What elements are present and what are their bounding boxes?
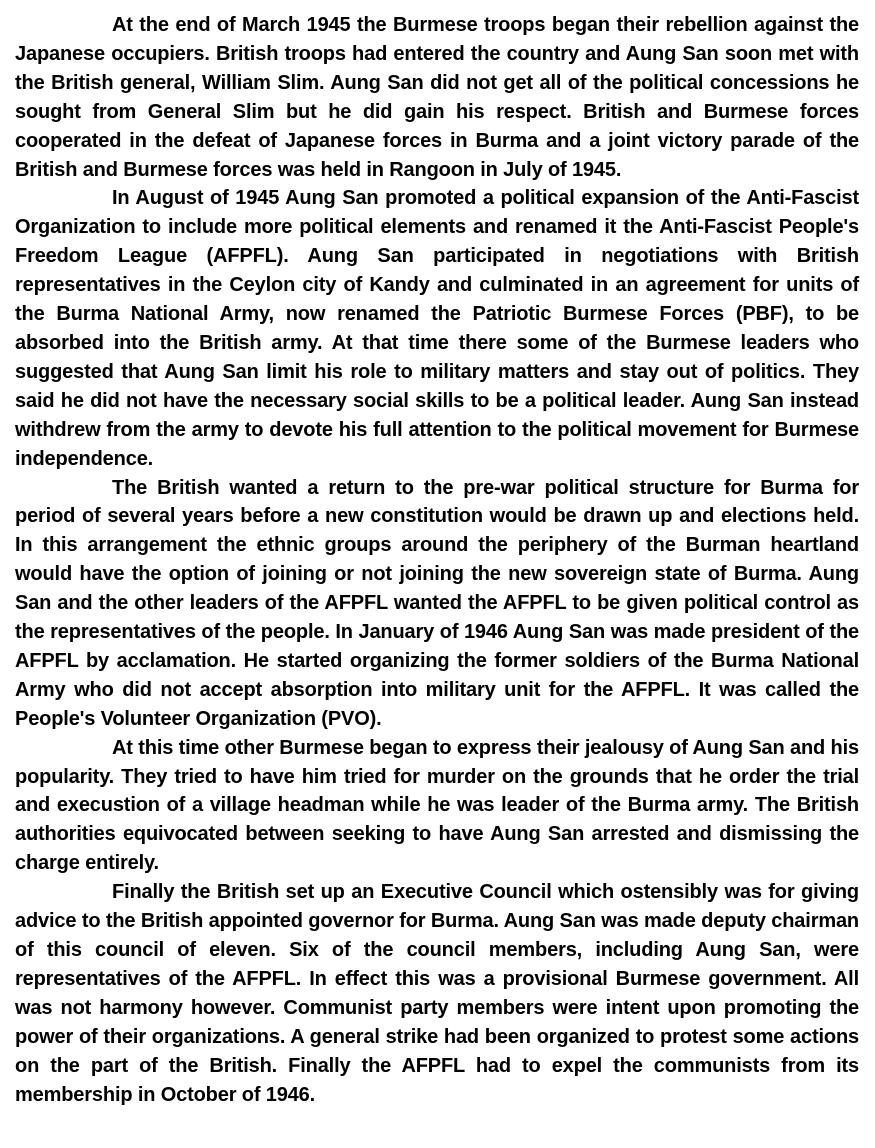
paragraph-2: In August of 1945 Aung San promoted a political expansion of the Anti-Fascist Organization to include more political elements and renamed it the Anti-Fascist People's Freedom League (AFPFL). Aung San participated in negotiations with British representatives in the Ceylon city of Kandy and culminated in an agreement for units of the Burma National Army, now renamed the Patriotic Burmese Forces (PBF), to be absorbed into the British army. At that time there some of the Burmese leaders who suggested that Aung San limit his role to military matters and stay out of politics. They said he did not have the necessary social skills to be a political leader. Aung San instead withdrew from the army to devote his full attention to the political movement for Burmese independence. xyxy=(15,187,859,470)
paragraph-1: At the end of March 1945 the Burmese troops began their rebellion against the Japanese occupiers. British troops had entered the country and Aung San soon met with the British general, William Slim. Aung San did not get all of the political concessions he sought from General Slim but he did gain his respect. British and Burmese forces cooperated in the defeat of Japanese forces in Burma and a joint victory parade of the British and Burmese forces was held in Rangoon in July of 1945. xyxy=(15,14,859,181)
paragraph-4: At this time other Burmese began to express their jealousy of Aung San and his popularity. They tried to have him tried for murder on the grounds that he order the trial and execustion of a village headman while he was leader of the Burma army. The British authorities equivocated between seeking to have Aung San arrested and dismissing the charge entirely. xyxy=(15,736,859,875)
paragraph-5: Finally the British set up an Executive Council which ostensibly was for giving advice to the British appointed governor for Burma. Aung San was made deputy chairman of this council of eleven. Six of the council members, including Aung San, were representatives of the AFPFL. In effect this was a provisional Burmese government. All was not harmony however. Communist party members were intent upon promoting the power of their organizations. A general strike had been organized to protest some actions on the part of the British. Finally the AFPFL had to expel the communists from its membership in October of 1946. xyxy=(15,881,859,1106)
paragraph-3: The British wanted a return to the pre-war political structure for Burma for period of several years before a new constitution would be drawn up and elections held. In this arrangement the ethnic groups around the periphery of the Burman heartland would have the option of joining or not joining the new sovereign state of Burma. Aung San and the other leaders of the AFPFL wanted the AFPFL to be given political control as the representatives of the people. In January of 1946 Aung San was made president of the AFPFL by acclamation. He started organizing the former soldiers of the Burma National Army who did not accept absorption into military unit for the AFPFL. It was called the People's Volunteer Organization (PVO). xyxy=(15,476,859,730)
